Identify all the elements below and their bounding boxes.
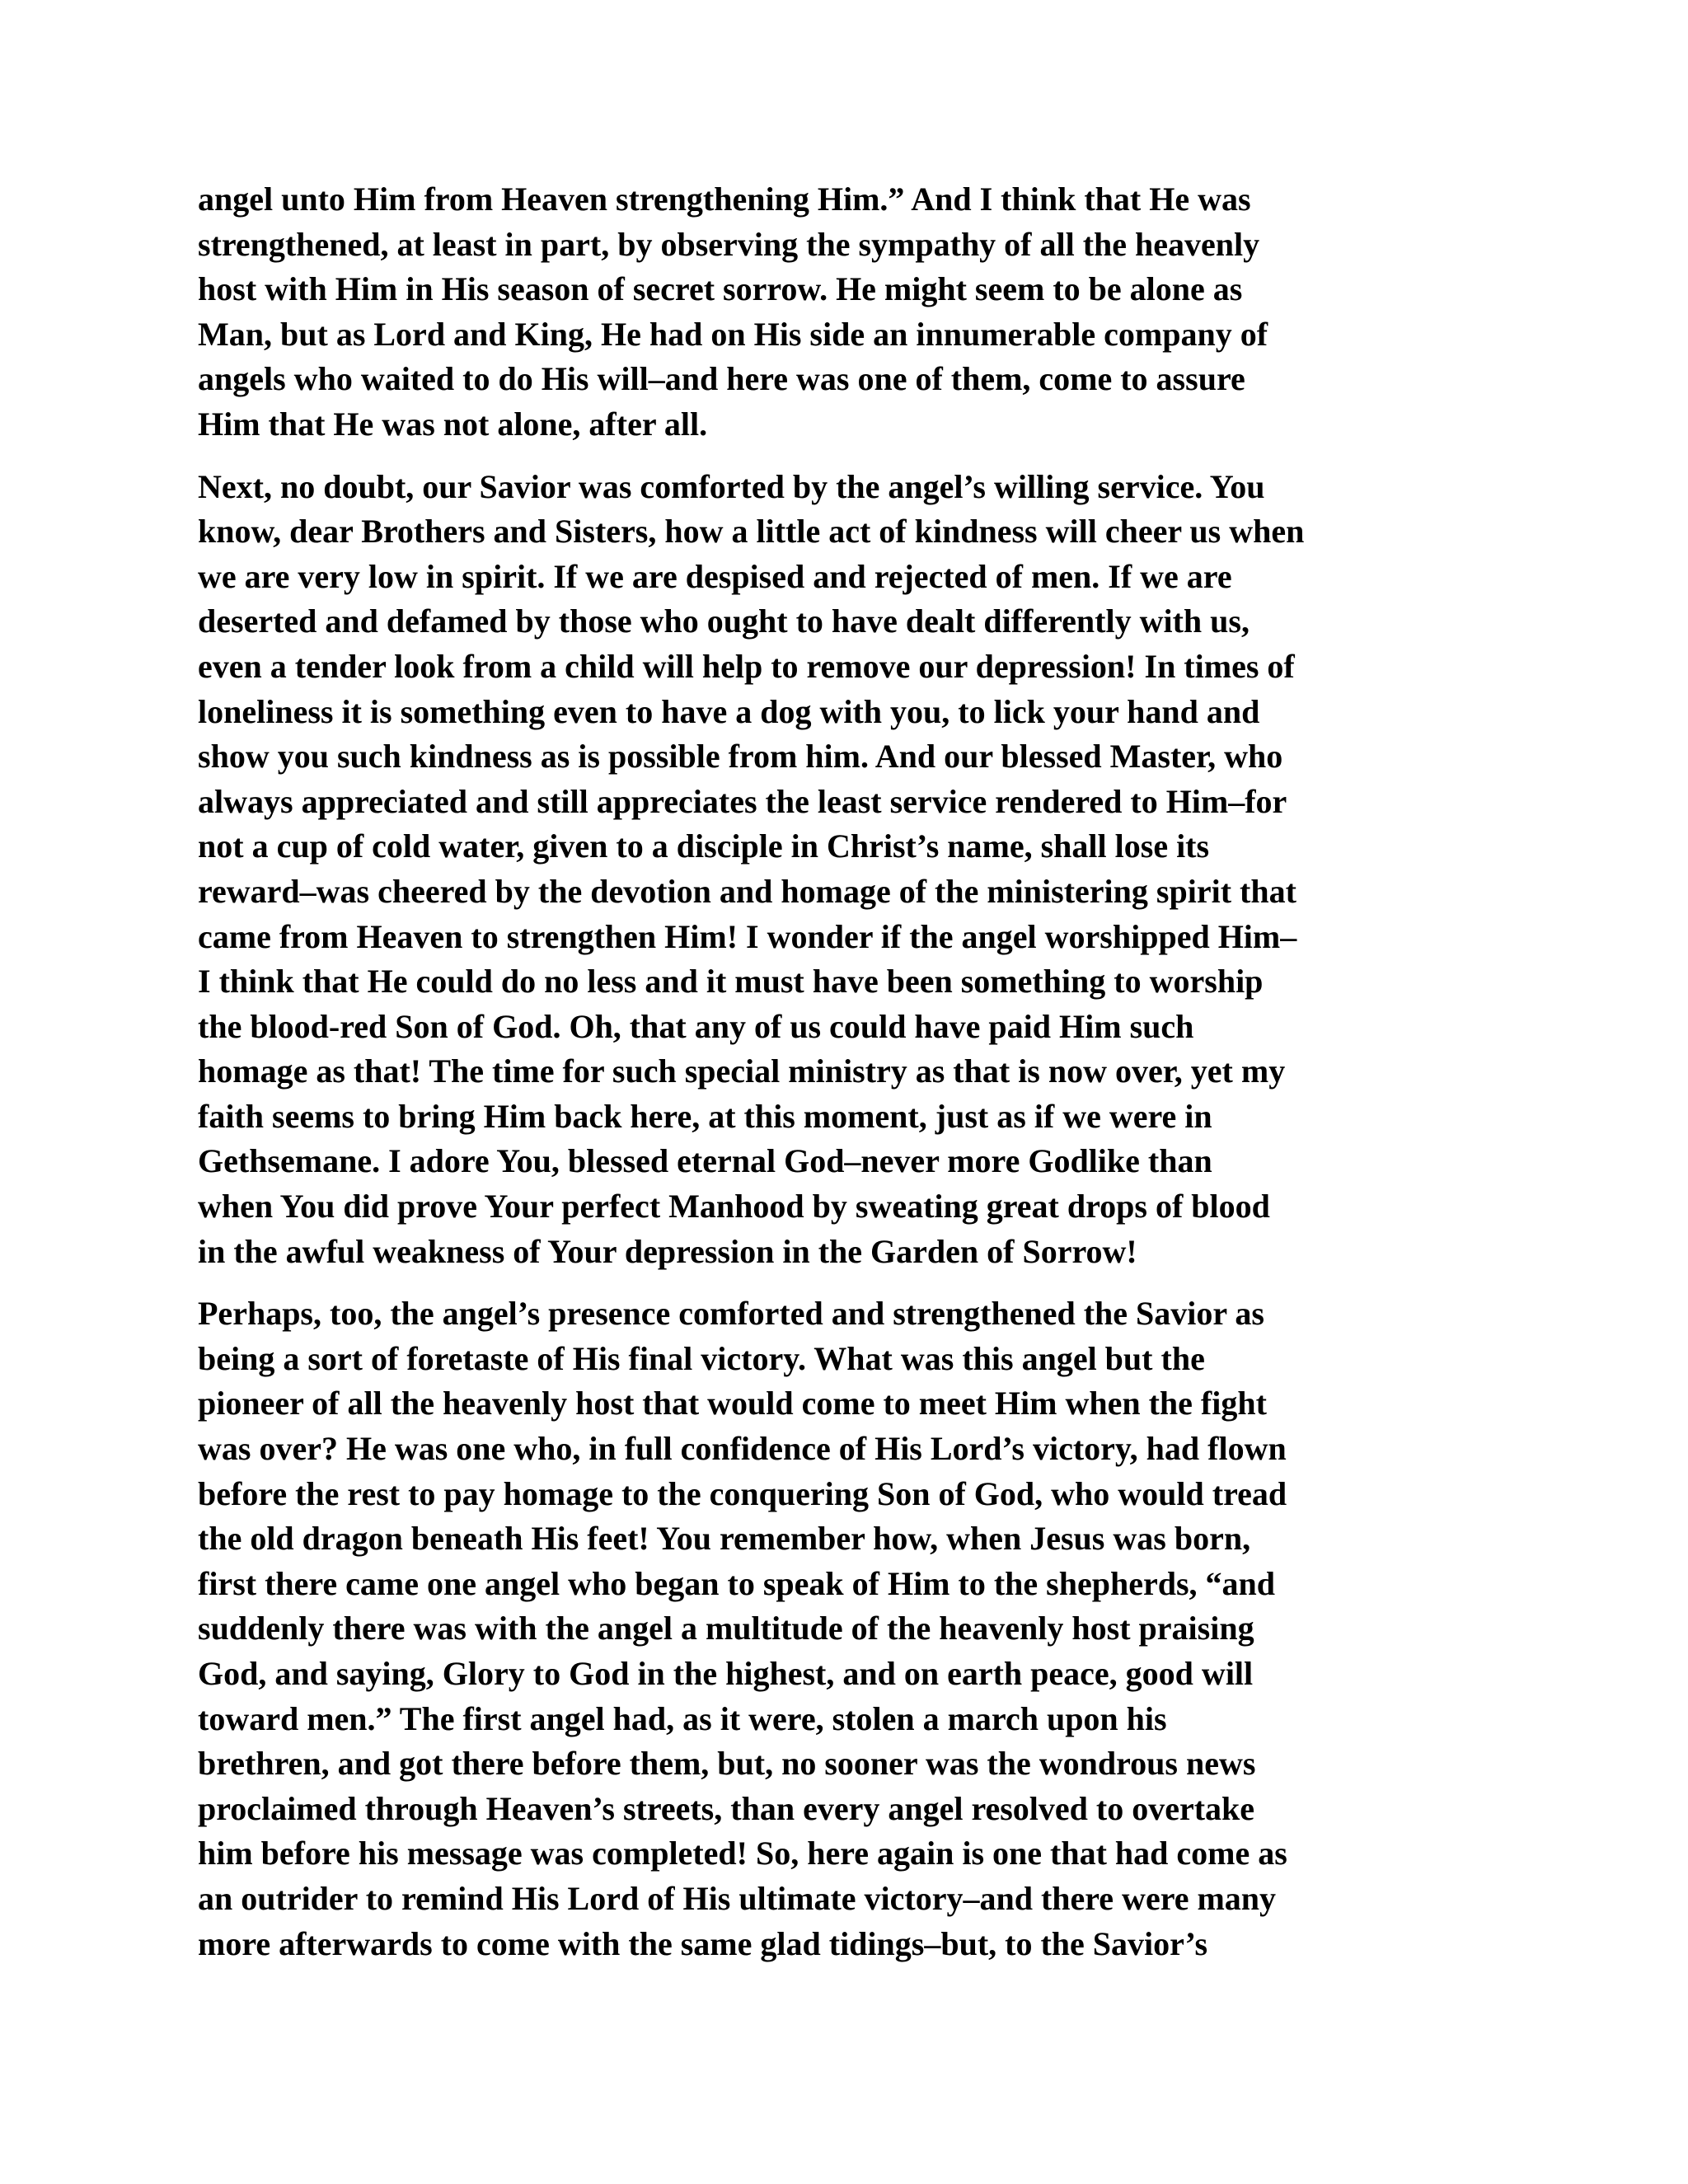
text-line: God, and saying, Glory to God in the highest, and on earth peace, good will	[198, 1655, 1254, 1692]
text-line: being a sort of foretaste of His final victory. What was this angel but the	[198, 1339, 1205, 1377]
document-page	[198, 177, 1508, 1984]
text-line: Gethsemane. I adore You, blessed eternal God–never more Godlike than	[198, 1142, 1212, 1180]
text-line: proclaimed through Heaven’s streets, than every angel resolved to overtake	[198, 1789, 1255, 1827]
text-line: loneliness it is something even to have a dog with you, to lick your hand and	[198, 692, 1260, 730]
text-line: pioneer of all the heavenly host that would come to meet Him when the fight	[198, 1385, 1267, 1422]
text-line: even a tender look from a child will help to remove our depression! In times of	[198, 647, 1295, 685]
text-line: more afterwards to come with the same glad tidings–but, to the Savior’s	[198, 1924, 1208, 1962]
text-line: always appreciated and still appreciates the least service rendered to Him–for	[198, 782, 1287, 820]
text-line: him before his message was completed! So, here again is one that had come as	[198, 1835, 1287, 1872]
text-line: show you such kindness as is possible from him. And our blessed Master, who	[198, 738, 1283, 776]
text-line: faith seems to bring Him back here, at this moment, just as if we were in	[198, 1097, 1212, 1135]
text-line: came from Heaven to strengthen Him! I wonder if the angel worshipped Him–	[198, 917, 1297, 955]
text-line: was over? He was one who, in full confidence of His Lord’s victory, had flown	[198, 1430, 1287, 1468]
paragraph-3	[198, 1291, 1508, 1966]
text-line: deserted and defamed by those who ought to have dealt differently with us,	[198, 602, 1250, 640]
text-line: Next, no doubt, our Savior was comforted by the angel’s willing service. You	[198, 467, 1265, 505]
text-line: not a cup of cold water, given to a disciple in Christ’s name, shall lose its	[198, 827, 1210, 865]
text-line: an outrider to remind His Lord of His ultimate victory–and there were many	[198, 1879, 1277, 1917]
text-line: when You did prove Your perfect Manhood by sweating great drops of blood	[198, 1188, 1270, 1226]
text-line: reward–was cheered by the devotion and homage of the ministering spirit that	[198, 872, 1296, 910]
text-line: Perhaps, too, the angel’s presence comforted and strengthened the Savior as	[198, 1295, 1264, 1333]
text-line: Him that He was not alone, after all.	[198, 405, 708, 443]
text-line: angel unto Him from Heaven strengthening Him.” And I think that He was	[198, 180, 1251, 218]
text-line: strengthened, at least in part, by observing the sympathy of all the heavenly	[198, 225, 1260, 263]
text-line: the old dragon beneath His feet! You remember how, when Jesus was born,	[198, 1520, 1251, 1558]
text-line: first there came one angel who began to speak of Him to the shepherds, “and	[198, 1564, 1276, 1602]
text-line: we are very low in spirit. If we are despised and rejected of men. If we are	[198, 557, 1232, 595]
text-line: Man, but as Lord and King, He had on His side an innumerable company of	[198, 315, 1268, 353]
paragraph-1	[198, 177, 1508, 448]
text-line: before the rest to pay homage to the conquering Son of God, who would tread	[198, 1474, 1287, 1512]
text-line: the blood-red Son of God. Oh, that any of us could have paid Him such	[198, 1007, 1194, 1045]
text-line: I think that He could do no less and it must have been something to worship	[198, 963, 1264, 1001]
text-line: suddenly there was with the angel a multitude of the heavenly host praising	[198, 1610, 1254, 1647]
text-line: host with Him in His season of secret sorrow. He might seem to be alone as	[198, 270, 1243, 308]
text-line: toward men.” The first angel had, as it were, stolen a march upon his	[198, 1699, 1167, 1737]
text-line: know, dear Brothers and Sisters, how a little act of kindness will cheer us when	[198, 513, 1305, 551]
text-line: brethren, and got there before them, but, no sooner was the wondrous news	[198, 1745, 1256, 1783]
text-line: angels who waited to do His will–and here was one of them, come to assure	[198, 360, 1245, 398]
text-line: in the awful weakness of Your depression in the Garden of Sorrow!	[198, 1232, 1137, 1270]
text-line: homage as that! The time for such special ministry as that is now over, yet my	[198, 1052, 1286, 1090]
paragraph-2	[198, 465, 1508, 1275]
